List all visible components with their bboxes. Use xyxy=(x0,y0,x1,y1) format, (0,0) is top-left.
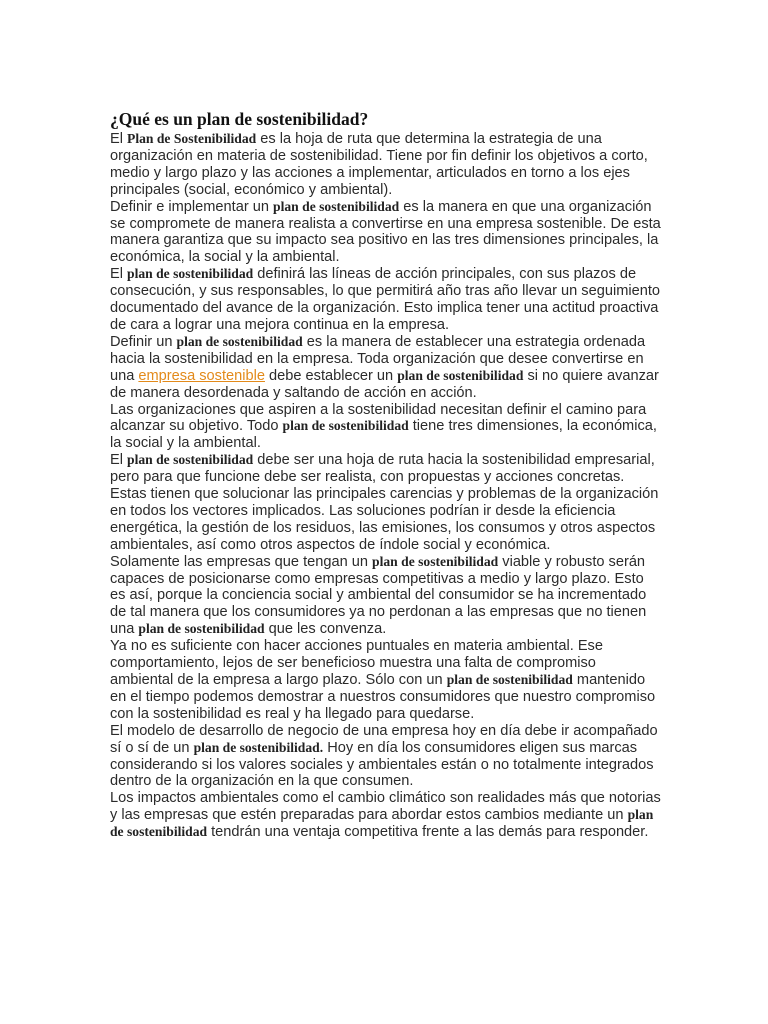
paragraph xyxy=(110,199,662,267)
text-run: Definir e implementar un xyxy=(110,198,274,215)
text-run: si no quiere avanzar de manera desordenada y saltando de acción en acción. xyxy=(110,367,659,401)
bold-term: plan de sostenibilidad xyxy=(138,621,265,637)
paragraph xyxy=(110,790,662,841)
text-run: El modelo de desarrollo de negocio de una empresa hoy en día debe ir acompañado sí o sí de un xyxy=(110,722,658,756)
paragraph xyxy=(110,266,662,334)
text-run: Definir un xyxy=(110,333,177,350)
bold-term: plan de sostenibilidad xyxy=(176,333,303,349)
text-run: debe establecer un xyxy=(264,367,398,384)
text-run: es la hoja de ruta que determina la estrategia de una organización en materia de sostenibilidad. Tiene por fin definir los objetivos a corto, medio y largo plazo y las acciones a implementar, articulados en torno a los ejes principales (social, económico y ambiental). xyxy=(110,131,648,198)
text-run: definirá las líneas de acción principales, con sus plazos de consecución, y sus responsables, lo que permitirá año tras año llevar un seguimiento documentado del avance de la organización. Esto implica tener una actitud proactiva de cara a lograr una mejora continua en la empresa. xyxy=(110,266,661,333)
bold-term: plan de sostenibilidad. xyxy=(193,739,324,755)
paragraph-list xyxy=(110,131,662,841)
paragraph xyxy=(110,334,662,402)
bold-term: plan de sostenibilidad xyxy=(273,198,400,214)
text-run: El xyxy=(110,452,128,469)
text-run: debe ser una hoja de ruta hacia la sostenibilidad empresarial, pero para que funcione debe ser realista, con propuestas y acciones concretas. Estas tienen que solucionar las principales carencias y problemas de la organización en todos los vectores implicados. Las soluciones podrían ir desde la eficiencia energética, la gestión de los residuos, las emisiones, los consumos y otros aspectos ambientales, así como otros aspectos de índole social y económica. xyxy=(110,452,659,553)
paragraph xyxy=(110,131,662,199)
text-run: tendrán una ventaja competitiva frente a las demás para responder. xyxy=(207,824,649,841)
paragraph xyxy=(110,402,662,453)
bold-term: plan de sostenibilidad xyxy=(397,367,524,383)
text-run: tiene tres dimensiones, la económica, la social y la ambiental. xyxy=(110,418,657,452)
empresa-sostenible-link[interactable]: empresa sostenible xyxy=(138,367,265,384)
paragraph xyxy=(110,554,662,639)
text-run: viable y robusto serán capaces de posicionarse como empresas competitivas a medio y largo plazo. Esto es así, porque la conciencia social y ambiental del consumidor se ha incrementado de tal manera que los consumidores ya no perdonan a las empresas que no tienen una xyxy=(110,553,647,638)
bold-term: plan de sostenibilidad xyxy=(127,452,254,468)
text-run: Solamente las empresas que tengan un xyxy=(110,553,373,570)
text-run: El xyxy=(110,266,128,283)
text-run: Hoy en día los consumidores eligen sus marcas considerando si los valores sociales y ambientales están o no totalmente integrados dentro de la organización en la que consumen. xyxy=(110,739,654,790)
text-run: mantenido en el tiempo podemos demostrar a nuestros consumidores que nuestro compromiso con la sostenibilidad es real y ha llegado para quedarse. xyxy=(110,672,656,722)
paragraph xyxy=(110,723,662,791)
document-title: ¿Qué es un plan de sostenibilidad? xyxy=(110,109,369,129)
bold-term: plan de sostenibilidad xyxy=(282,418,409,434)
paragraph xyxy=(110,638,662,723)
text-run: Ya no es suficiente con hacer acciones puntuales en materia ambiental. Ese comportamiento, lejos de ser beneficioso muestra una falta de compromiso ambiental de la empresa a largo plazo. Sólo con un xyxy=(110,638,603,688)
bold-term: Plan de Sostenibilidad xyxy=(127,131,257,146)
paragraph xyxy=(110,452,662,553)
text-run: que les convenza. xyxy=(264,621,387,638)
text-run: es la manera en que una organización se compromete de manera realista a convertirse en una empresa sostenible. De esta manera garantiza que su impacto sea positivo en las tres dimensiones principales, la económica, la social y la ambiental. xyxy=(110,198,661,266)
document-body xyxy=(110,108,662,841)
text-run: Las organizaciones que aspiren a la sostenibilidad necesitan definir el camino para alcanzar su objetivo. Todo xyxy=(110,401,647,435)
bold-term: plan de sostenibilidad xyxy=(446,672,573,687)
bold-term: plan de sostenibilidad xyxy=(127,266,254,282)
text-run: Los impactos ambientales como el cambio climático son realidades más que notorias y las empresas que estén preparadas para abordar estos cambios mediante un xyxy=(110,790,661,824)
text-run: El xyxy=(110,131,128,147)
bold-term: plan de sostenibilidad xyxy=(110,807,654,840)
text-run: es la manera de establecer una estrategia ordenada hacia la sostenibilidad en la empresa. Toda organización que desee convertirse en una xyxy=(110,333,646,384)
bold-term: plan de sostenibilidad xyxy=(372,553,499,569)
